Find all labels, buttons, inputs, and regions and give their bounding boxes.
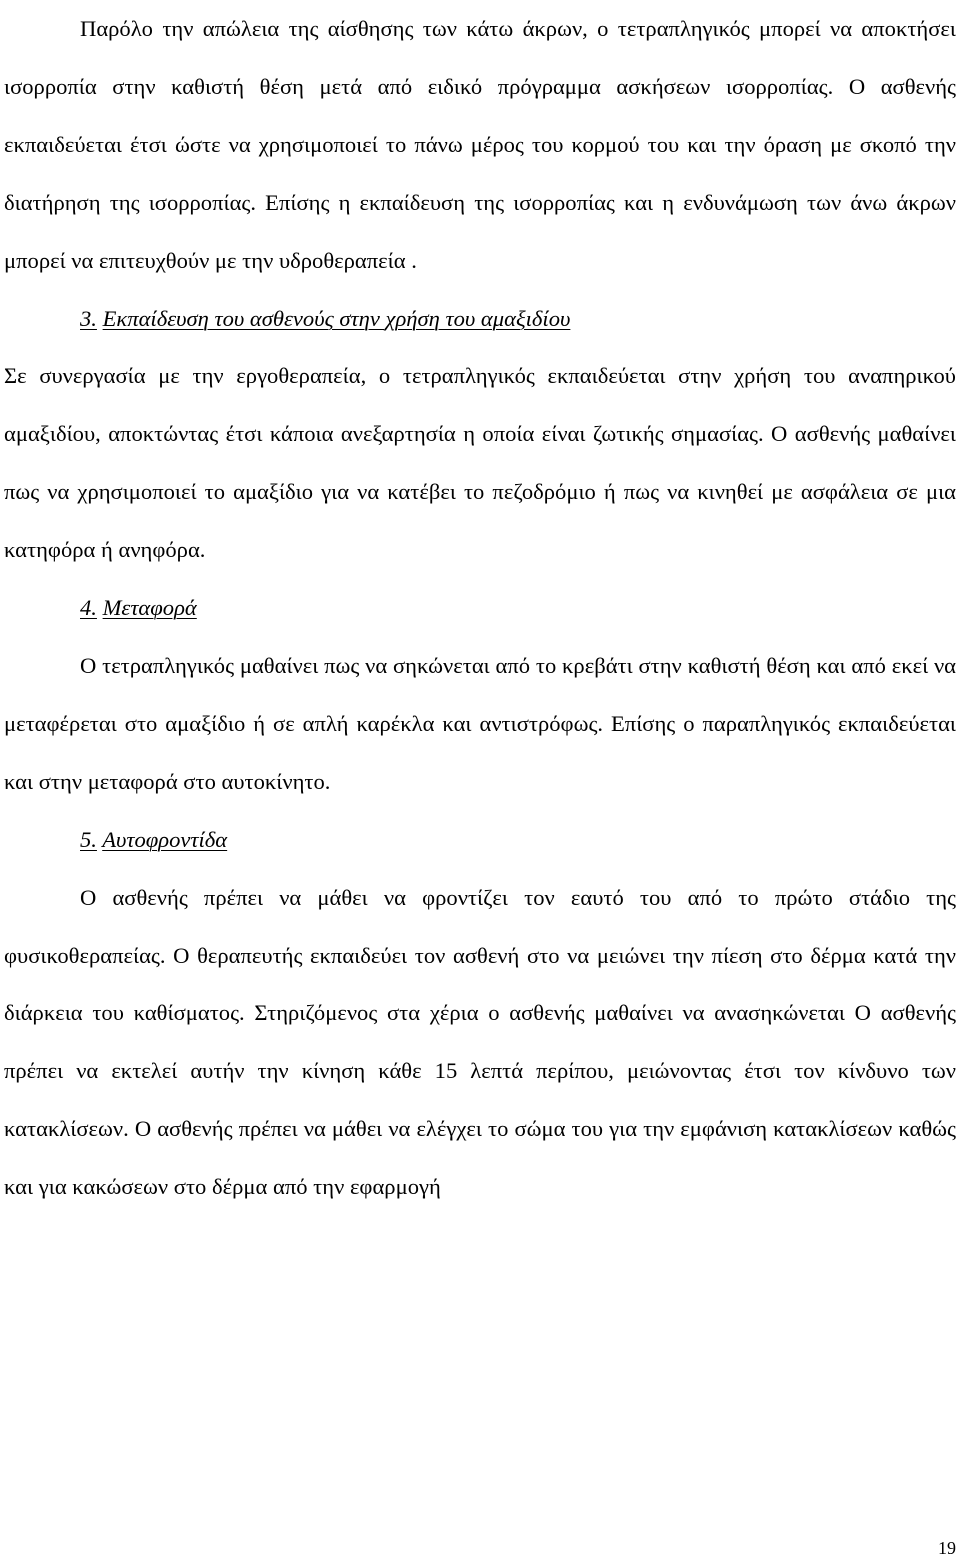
section-heading-transfer — [4, 579, 956, 637]
paragraph-transfer: Ο τετραπληγικός μαθαίνει πως να σηκώνεται από το κρεβάτι στην καθιστή θέση και από εκεί να μεταφέρεται στο αμαξίδιο ή σε απλή καρέκλα και αντιστρόφως. Επίσης ο παραπληγικός εκπαιδεύεται και στην μεταφορά στο αυτοκίνητο. — [4, 652, 956, 794]
page-number: 19 — [938, 1538, 956, 1558]
section-title: Εκπαίδευση του ασθενούς στην χρήση του αμαξιδίου — [102, 305, 571, 331]
paragraph-balance-training: Παρόλο την απώλεια της αίσθησης των κάτω άκρων, ο τετραπληγικός μπορεί να αποκτήσει ισορροπία στην καθιστή θέση μετά από ειδικό πρόγραμμα ασκήσεων ισορροπίας. Ο ασθενής εκπαιδεύεται έτσι ώστε να χρησιμοποιεί το πάνω μέρος του κορμού του και την όραση με σκοπό την διατήρηση της ισορροπίας. Επίσης η εκπαίδευση της ισορροπίας και η ενδυνάμωση των άνω άκρων μπορεί να επιτευχθούν με την υδροθεραπεία . — [4, 16, 956, 273]
paragraph-self-care: Ο ασθενής πρέπει να μάθει να φροντίζει τον εαυτό του από το πρώτο στάδιο της φυσικοθεραπείας. Ο θεραπευτής εκπαιδεύει τον ασθενή στο να μειώνει την πίεση στο δέρμα κατά την διάρκεια του καθίσματος. Στηριζόμενος στα χέρια ο ασθενής μαθαίνει να ανασηκώνεται Ο ασθενής πρέπει να εκτελεί αυτήν την κίνηση κάθε 15 λεπτά περίπου, μειώνοντας έτσι τον κίνδυνο των κατακλίσεων. Ο ασθενής πρέπει να μάθει να ελέγχει το σώμα του για την εμφάνιση κατακλίσεων καθώς και για κακώσεων στο δέρμα από την εφαρμογή — [4, 884, 956, 1200]
section-number: 5. — [80, 826, 97, 852]
section-number: 4. — [80, 595, 97, 621]
document-body — [4, 0, 956, 1216]
section-heading-wheelchair — [4, 290, 956, 348]
section-title: Αυτοφροντίδα — [102, 826, 228, 852]
section-number: 3. — [80, 305, 97, 331]
section-heading-self-care — [4, 811, 956, 869]
paragraph-wheelchair: Σε συνεργασία με την εργοθεραπεία, ο τετραπληγικός εκπαιδεύεται στην χρήση του αναπηρικού αμαξιδίου, αποκτώντας έτσι κάποια ανεξαρτησία η οποία είναι ζωτικής σημασίας. Ο ασθενής μαθαίνει πως να χρησιμοποιεί το αμαξίδιο για να κατέβει το πεζοδρόμιο ή πως να κινηθεί με ασφάλεια σε μια κατηφόρα ή ανηφόρα. — [4, 363, 956, 563]
section-title: Μεταφορά — [102, 595, 197, 621]
